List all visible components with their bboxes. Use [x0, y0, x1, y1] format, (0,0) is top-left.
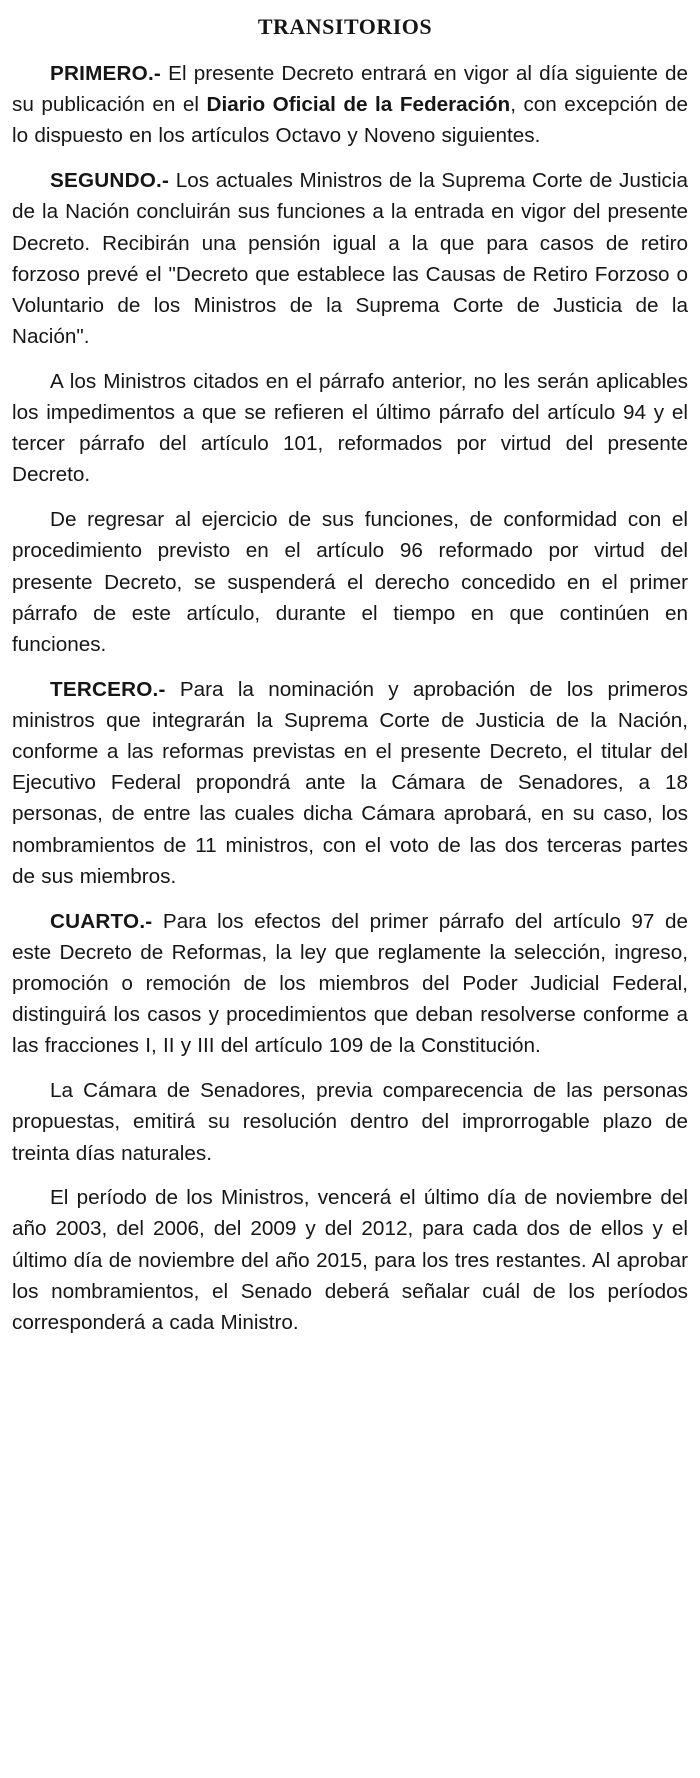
article-primero-heading: PRIMERO.- — [50, 62, 161, 85]
article-cuarto-paragraph-2: La Cámara de Senadores, previa comparecencia de las personas propuestas, emitirá su resolución dentro del improrrogable plazo de treinta días naturales. — [12, 1079, 688, 1165]
article-cuarto-paragraph-3: El período de los Ministros, vencerá el último día de noviembre del año 2003, del 2006, del 2009 y del 2012, para cada dos de ellos y el último día de noviembre del año 2015, para los tres restantes. Al aprobar los nombramientos, el Senado deberá señalar cuál de los períodos corresponderá a cada Ministro. — [12, 1186, 688, 1335]
article-cuarto — [12, 906, 688, 1062]
article-primero-text-before: El presente Decreto entrará en vigor al día siguiente de su publicación en el — [12, 62, 688, 117]
article-segundo — [12, 165, 688, 352]
article-segundo-paragraph-2: A los Ministros citados en el párrafo anterior, no les serán aplicables los impedimentos a que se refieren el último párrafo del artículo 94 y el tercer párrafo del artículo 101, reformados por virtud del presente Decreto. — [12, 369, 688, 487]
article-segundo-paragraph-3: De regresar al ejercicio de sus funciones, de conformidad con el procedimiento previsto en el artículo 96 reformado por virtud del presente Decreto, se suspenderá el derecho concedido en el primer párrafo de este artículo, durante el tiempo en que continúen en funciones. — [12, 508, 688, 656]
article-primero-text-after: , con excepción de lo dispuesto en los artículos Octavo y Noveno siguientes. — [12, 93, 688, 148]
article-segundo-text: Los actuales Ministros de la Suprema Corte de Justicia de la Nación concluirán sus funciones a la entrada en vigor del presente Decreto. Recibirán una pensión igual a la que para casos de retiro forzoso prevé el "Decreto que establece las Causas de Retiro Forzoso o Voluntario de los Ministros de la Suprema Corte de Justicia de la Nación". — [12, 169, 688, 349]
diario-oficial-emphasis: Diario Oficial de la Federación — [206, 93, 511, 117]
article-primero — [12, 58, 688, 152]
article-cuarto-heading: CUARTO.- — [50, 909, 153, 933]
article-tercero-heading: TERCERO.- — [50, 677, 166, 701]
document-title: TRANSITORIOS — [257, 14, 433, 39]
article-tercero — [12, 674, 688, 892]
article-cuarto-text: Para los efectos del primer párrafo del artículo 97 de este Decreto de Reformas, la ley que reglamente la selección, ingreso, promoción o remoción de los miembros del Poder Judicial Federal, distinguirá los casos y procedimientos que deban resolverse conforme a las fracciones I, II y III del artículo 109 de la Constitución. — [12, 909, 688, 1058]
article-segundo-heading: SEGUNDO.- — [50, 169, 170, 193]
article-tercero-text: Para la nominación y aprobación de los primeros ministros que integrarán la Suprema Corte de Justicia de la Nación, conforme a las reformas previstas en el presente Decreto, el titular del Ejecutivo Federal propondrá ante la Cámara de Senadores, a 18 personas, de entre las cuales dicha Cámara aprobará, en su caso, los nombramientos de 11 ministros, con el voto de las dos terceras partes de sus miembros. — [12, 677, 688, 888]
